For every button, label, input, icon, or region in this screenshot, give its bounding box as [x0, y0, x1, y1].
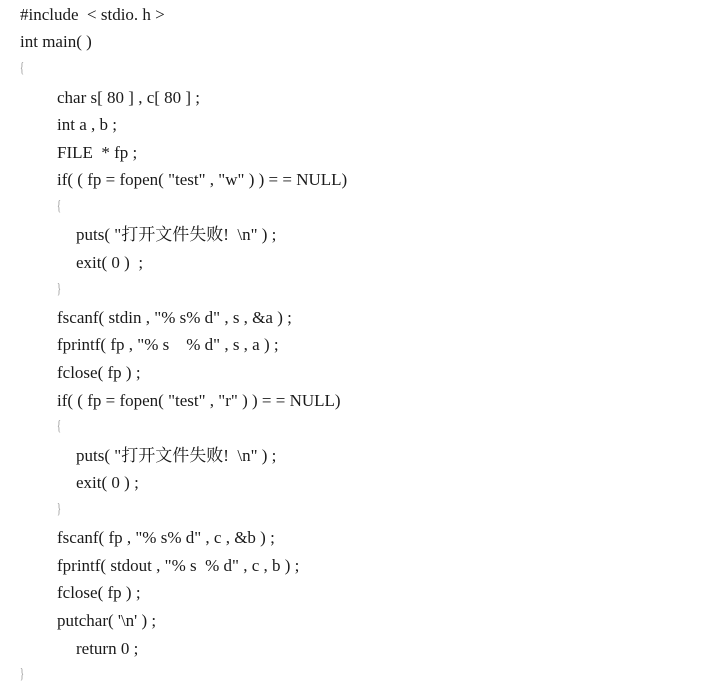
code-line-exit-2: exit( 0 ) ;	[76, 473, 139, 492]
code-line-puts-error-2: puts( "打开文件失败! \n" ) ;	[76, 446, 277, 465]
code-line-open-brace-if2: {	[57, 418, 61, 434]
code-line-fscanf-stdin: fscanf( stdin , "% s% d" , s , &a ) ;	[57, 308, 292, 327]
code-line-file-decl: FILE * fp ;	[57, 143, 138, 162]
code-line-include: #include < stdio. h >	[20, 5, 165, 24]
code-line-fopen-read: if( ( fp = fopen( "test" , "r" ) ) = = NULL)	[57, 391, 341, 410]
code-line-puts-error-1: puts( "打开文件失败! \n" ) ;	[76, 225, 277, 244]
code-line-exit-1: exit( 0 ) ;	[76, 253, 144, 272]
code-line-open-brace-if1: {	[57, 198, 61, 214]
code-line-fprintf-fp: fprintf( fp , "% s % d" , s , a ) ;	[57, 335, 279, 354]
code-line-main-signature: int main( )	[20, 32, 92, 51]
code-line-open-brace-main: {	[20, 60, 24, 76]
code-line-close-brace-if1: }	[57, 281, 61, 297]
code-line-fclose-2: fclose( fp ) ;	[57, 583, 141, 602]
code-line-int-decl: int a , b ;	[57, 115, 117, 134]
code-line-close-brace-if2: }	[57, 501, 61, 517]
code-line-close-brace-main: }	[20, 666, 24, 682]
code-line-fprintf-stdout: fprintf( stdout , "% s % d" , c , b ) ;	[57, 556, 300, 575]
code-line-putchar: putchar( '\n' ) ;	[57, 611, 157, 630]
code-line-fopen-write: if( ( fp = fopen( "test" , "w" ) ) = = NULL)	[57, 170, 348, 189]
code-line-fclose-1: fclose( fp ) ;	[57, 363, 141, 382]
code-line-fscanf-fp: fscanf( fp , "% s% d" , c , &b ) ;	[57, 528, 275, 547]
code-line-char-decl: char s[ 80 ] , c[ 80 ] ;	[57, 88, 201, 107]
code-line-return: return 0 ;	[76, 639, 139, 658]
